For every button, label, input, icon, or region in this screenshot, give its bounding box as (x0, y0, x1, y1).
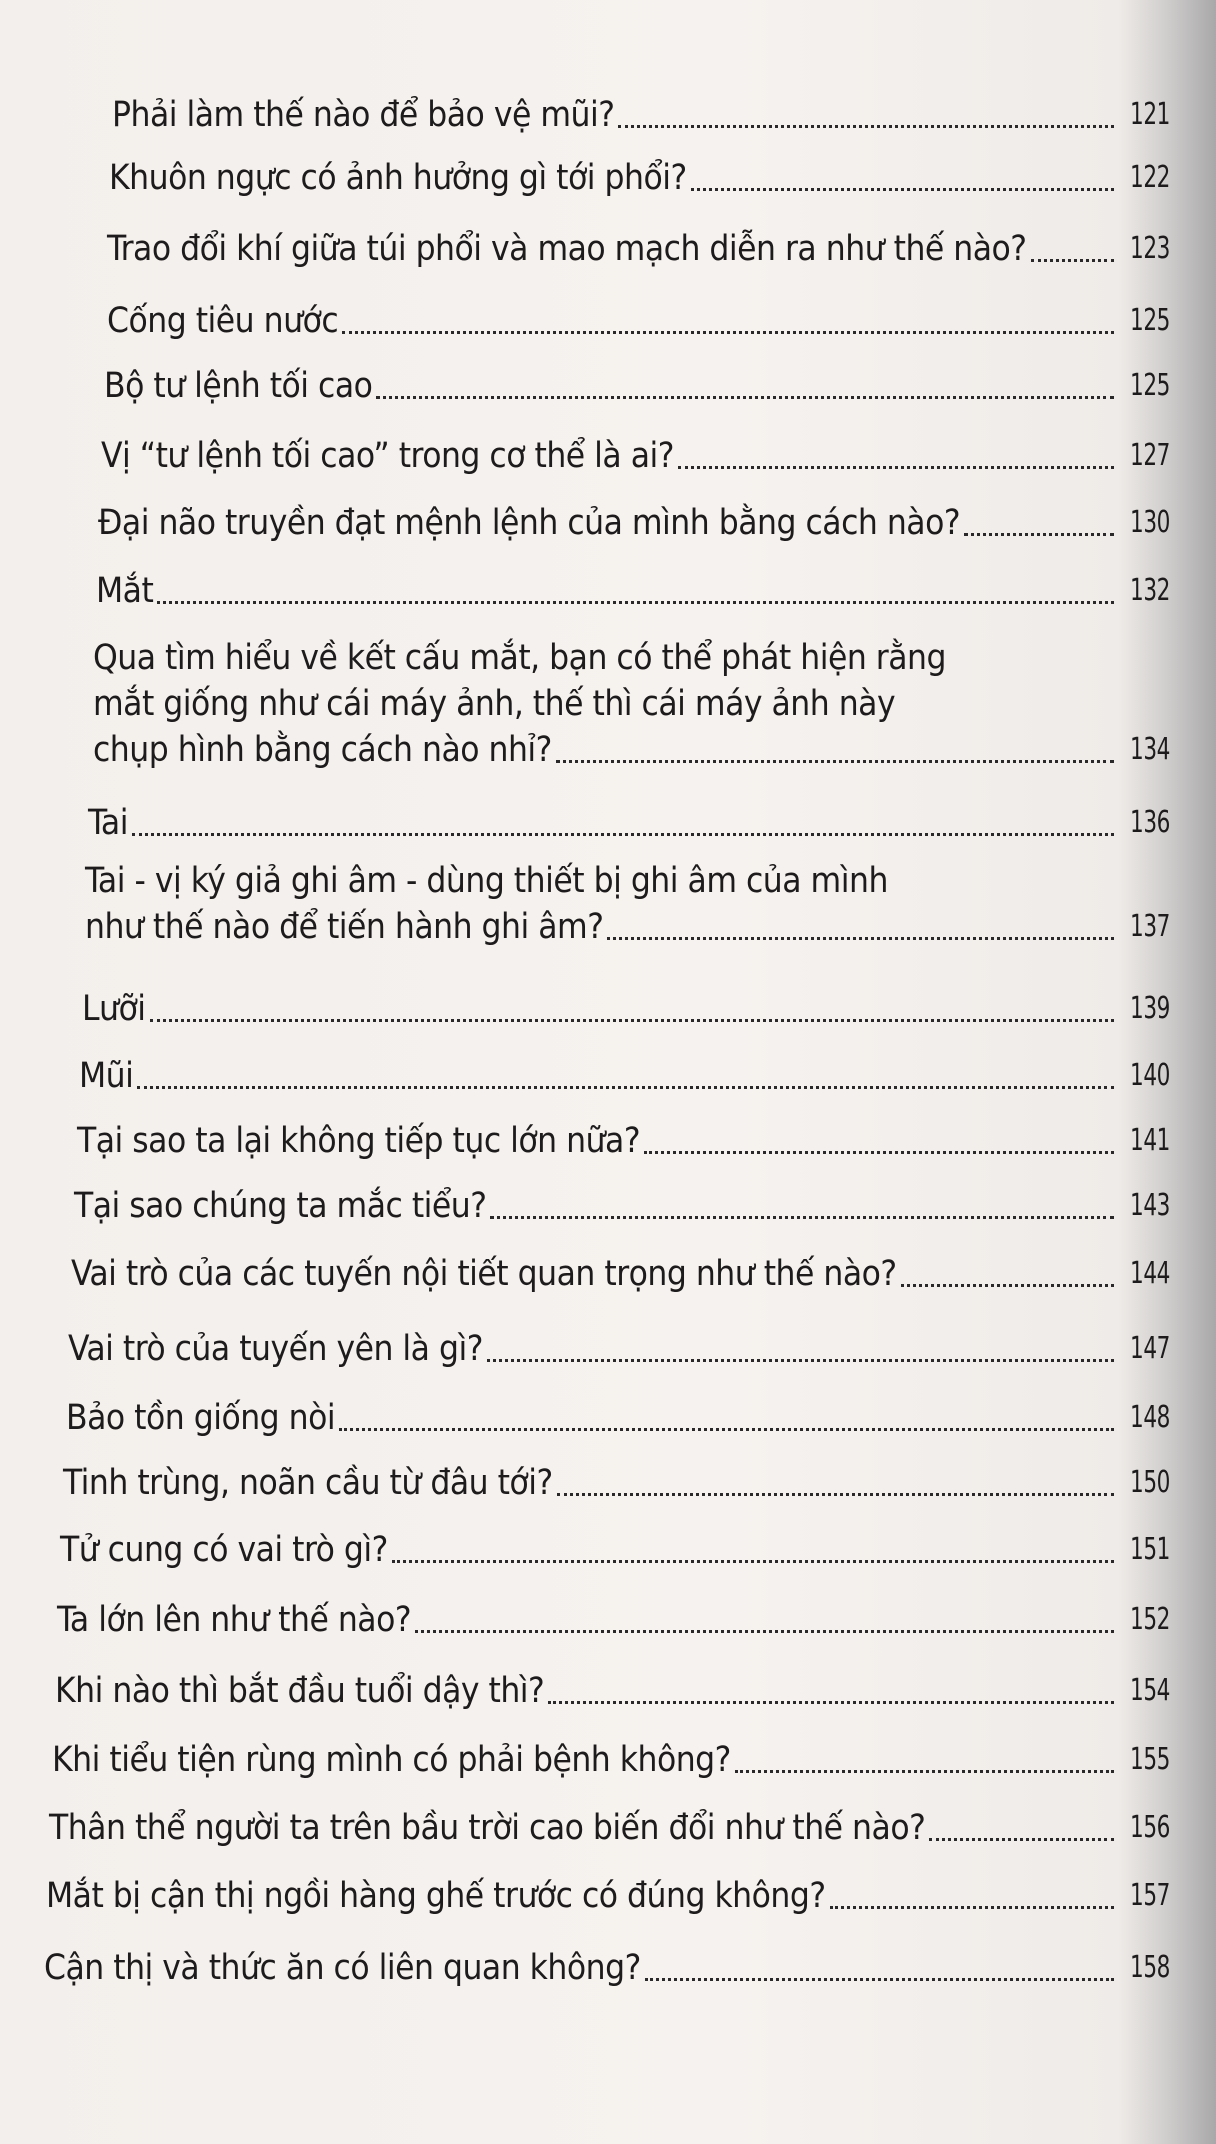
toc-entry-title: Cống tiêu nước (107, 301, 339, 341)
toc-line (74, 1183, 1170, 1229)
toc-entry (60, 1527, 1170, 1573)
toc-page-number: 148 (1129, 1400, 1170, 1435)
toc-entry (46, 1873, 1170, 1919)
toc-entry (49, 1805, 1170, 1851)
toc-page-number: 141 (1129, 1123, 1170, 1158)
toc-page-number: 144 (1129, 1256, 1170, 1291)
toc-entry (96, 568, 1170, 614)
toc-entry-title: mắt giống như cái máy ảnh, thế thì cái máy ảnh này (93, 684, 896, 724)
dot-leader (1031, 259, 1114, 262)
toc-line (57, 1597, 1170, 1643)
toc-page-number: 125 (1129, 368, 1170, 403)
toc-page-number: 125 (1129, 303, 1170, 338)
toc-line (104, 363, 1170, 409)
toc-page-number: 140 (1129, 1058, 1170, 1093)
toc-entry (107, 298, 1170, 344)
toc-entry-title: chụp hình bằng cách nào nhỉ? (93, 730, 552, 770)
dot-leader (735, 1770, 1114, 1773)
toc-entry-title: Khi tiểu tiện rùng mình có phải bệnh không? (52, 1740, 731, 1780)
toc-entry (63, 1460, 1170, 1506)
toc-line (98, 500, 1170, 546)
toc-entry-title: Trao đổi khí giữa túi phổi và mao mạch diễn ra như thế nào? (107, 229, 1027, 269)
dot-leader (901, 1284, 1114, 1287)
toc-line (107, 226, 1170, 272)
toc-page-number: 157 (1129, 1878, 1170, 1913)
toc-entry-title: Cận thị và thức ăn có liên quan không? (44, 1948, 641, 1988)
toc-entry-title: Qua tìm hiểu về kết cấu mắt, bạn có thể phát hiện rằng (93, 638, 946, 678)
toc-entry (57, 1597, 1170, 1643)
toc-line (46, 1873, 1170, 1919)
toc-entry (44, 1945, 1170, 1991)
dot-leader (964, 533, 1114, 536)
toc-entry-title: Ta lớn lên như thế nào? (57, 1600, 412, 1640)
toc-line (85, 858, 1170, 904)
toc-page-number: 134 (1129, 732, 1170, 767)
dot-leader (132, 833, 1114, 836)
toc-entry (112, 92, 1170, 138)
toc-line (52, 1737, 1170, 1783)
toc-page-number: 151 (1129, 1532, 1170, 1567)
dot-leader (415, 1630, 1114, 1633)
dot-leader (618, 125, 1114, 128)
toc-line (85, 904, 1170, 950)
toc-entry (88, 800, 1170, 846)
toc-line (60, 1527, 1170, 1573)
toc-line (82, 986, 1170, 1032)
toc-entry (55, 1668, 1170, 1714)
toc-entry-title: Tai (88, 803, 128, 843)
toc-line (93, 635, 1170, 681)
toc-entry (107, 226, 1170, 272)
dot-leader (490, 1216, 1114, 1219)
toc-line (71, 1251, 1170, 1297)
toc-line (101, 433, 1170, 479)
toc-entry-title: Phải làm thế nào để bảo vệ mũi? (112, 95, 615, 135)
dot-leader (376, 396, 1114, 399)
toc-entry-title: Vị “tư lệnh tối cao” trong cơ thể là ai? (101, 436, 674, 476)
toc-page-number: 122 (1129, 160, 1170, 195)
toc-entry-title: Bộ tư lệnh tối cao (104, 366, 373, 406)
toc-entry-title: Đại não truyền đạt mệnh lệnh của mình bằng cách nào? (98, 503, 961, 543)
toc-entry (79, 1053, 1170, 1099)
toc-line (49, 1805, 1170, 1851)
toc-entry-title: Tử cung có vai trò gì? (60, 1530, 388, 1570)
dot-leader (607, 937, 1114, 940)
toc-entry (74, 1183, 1170, 1229)
dot-leader (929, 1838, 1114, 1841)
toc-entry (71, 1251, 1170, 1297)
toc-line (63, 1460, 1170, 1506)
toc-line (66, 1395, 1170, 1441)
toc-page-number: 139 (1129, 991, 1170, 1026)
toc-entry-title: Tại sao ta lại không tiếp tục lớn nữa? (77, 1121, 641, 1161)
toc-entry (101, 433, 1170, 479)
toc-page-number: 136 (1129, 805, 1170, 840)
dot-leader (691, 188, 1114, 191)
toc-line (93, 727, 1170, 773)
dot-leader (392, 1560, 1114, 1563)
toc-line (109, 155, 1170, 201)
toc-page-number: 127 (1129, 438, 1170, 473)
toc-page-number: 132 (1129, 573, 1170, 608)
dot-leader (548, 1701, 1114, 1704)
toc-page-number: 123 (1129, 231, 1170, 266)
dot-leader (644, 1151, 1114, 1154)
toc-line (55, 1668, 1170, 1714)
toc-entry (93, 635, 1170, 773)
toc-entry-title: Lưỡi (82, 989, 146, 1029)
toc-page-number: 121 (1129, 97, 1170, 132)
toc-entry-title: như thế nào để tiến hành ghi âm? (85, 907, 604, 947)
toc-entry-title: Mắt (96, 571, 154, 611)
toc-entry-title: Tinh trùng, noãn cầu từ đâu tới? (63, 1463, 553, 1503)
dot-leader (645, 1978, 1114, 1981)
toc-page-number: 137 (1129, 909, 1170, 944)
toc-page-number: 154 (1129, 1673, 1170, 1708)
toc-page-number: 156 (1129, 1810, 1170, 1845)
toc-entry-title: Thân thể người ta trên bầu trời cao biến đổi như thế nào? (49, 1808, 926, 1848)
toc-entry (85, 858, 1170, 950)
toc-entry-title: Khuôn ngực có ảnh hưởng gì tới phổi? (109, 158, 687, 198)
toc-entry-title: Tai - vị ký giả ghi âm - dùng thiết bị ghi âm của mình (85, 861, 888, 901)
dot-leader (678, 466, 1114, 469)
toc-entry (66, 1395, 1170, 1441)
toc-page-number: 155 (1129, 1742, 1170, 1777)
toc-entry-title: Khi nào thì bắt đầu tuổi dậy thì? (55, 1671, 545, 1711)
toc-line (77, 1118, 1170, 1164)
dot-leader (487, 1359, 1114, 1362)
dot-leader (150, 1019, 1114, 1022)
toc-line (96, 568, 1170, 614)
toc-page-number: 158 (1129, 1950, 1170, 1985)
toc-page-number: 152 (1129, 1602, 1170, 1637)
dot-leader (137, 1086, 1114, 1089)
dot-leader (557, 1493, 1114, 1496)
toc-entry (52, 1737, 1170, 1783)
toc-page-number: 150 (1129, 1465, 1170, 1500)
dot-leader (342, 331, 1114, 334)
toc-line (68, 1326, 1170, 1372)
toc-entry (104, 363, 1170, 409)
toc-line (93, 681, 1170, 727)
dot-leader (830, 1906, 1114, 1909)
toc-entry-title: Vai trò của các tuyến nội tiết quan trọng như thế nào? (71, 1254, 897, 1294)
toc-line (44, 1945, 1170, 1991)
dot-leader (157, 601, 1114, 604)
toc-entry-title: Vai trò của tuyến yên là gì? (68, 1329, 483, 1369)
toc-entry (109, 155, 1170, 201)
toc-page-number: 130 (1129, 505, 1170, 540)
toc-entry (82, 986, 1170, 1032)
toc-line (88, 800, 1170, 846)
toc-entry-title: Mũi (79, 1056, 134, 1096)
toc-line (79, 1053, 1170, 1099)
toc-line (112, 92, 1170, 138)
dot-leader (556, 760, 1114, 763)
dot-leader (339, 1428, 1114, 1431)
toc-entry (77, 1118, 1170, 1164)
toc-page-number: 143 (1129, 1188, 1170, 1223)
toc-entry (98, 500, 1170, 546)
toc-entry (68, 1326, 1170, 1372)
toc-line (107, 298, 1170, 344)
toc-page-number: 147 (1129, 1331, 1170, 1366)
toc-entry-title: Tại sao chúng ta mắc tiểu? (74, 1186, 487, 1226)
toc-entry-title: Bảo tồn giống nòi (66, 1398, 336, 1438)
toc-entry-title: Mắt bị cận thị ngồi hàng ghế trước có đúng không? (46, 1876, 826, 1916)
